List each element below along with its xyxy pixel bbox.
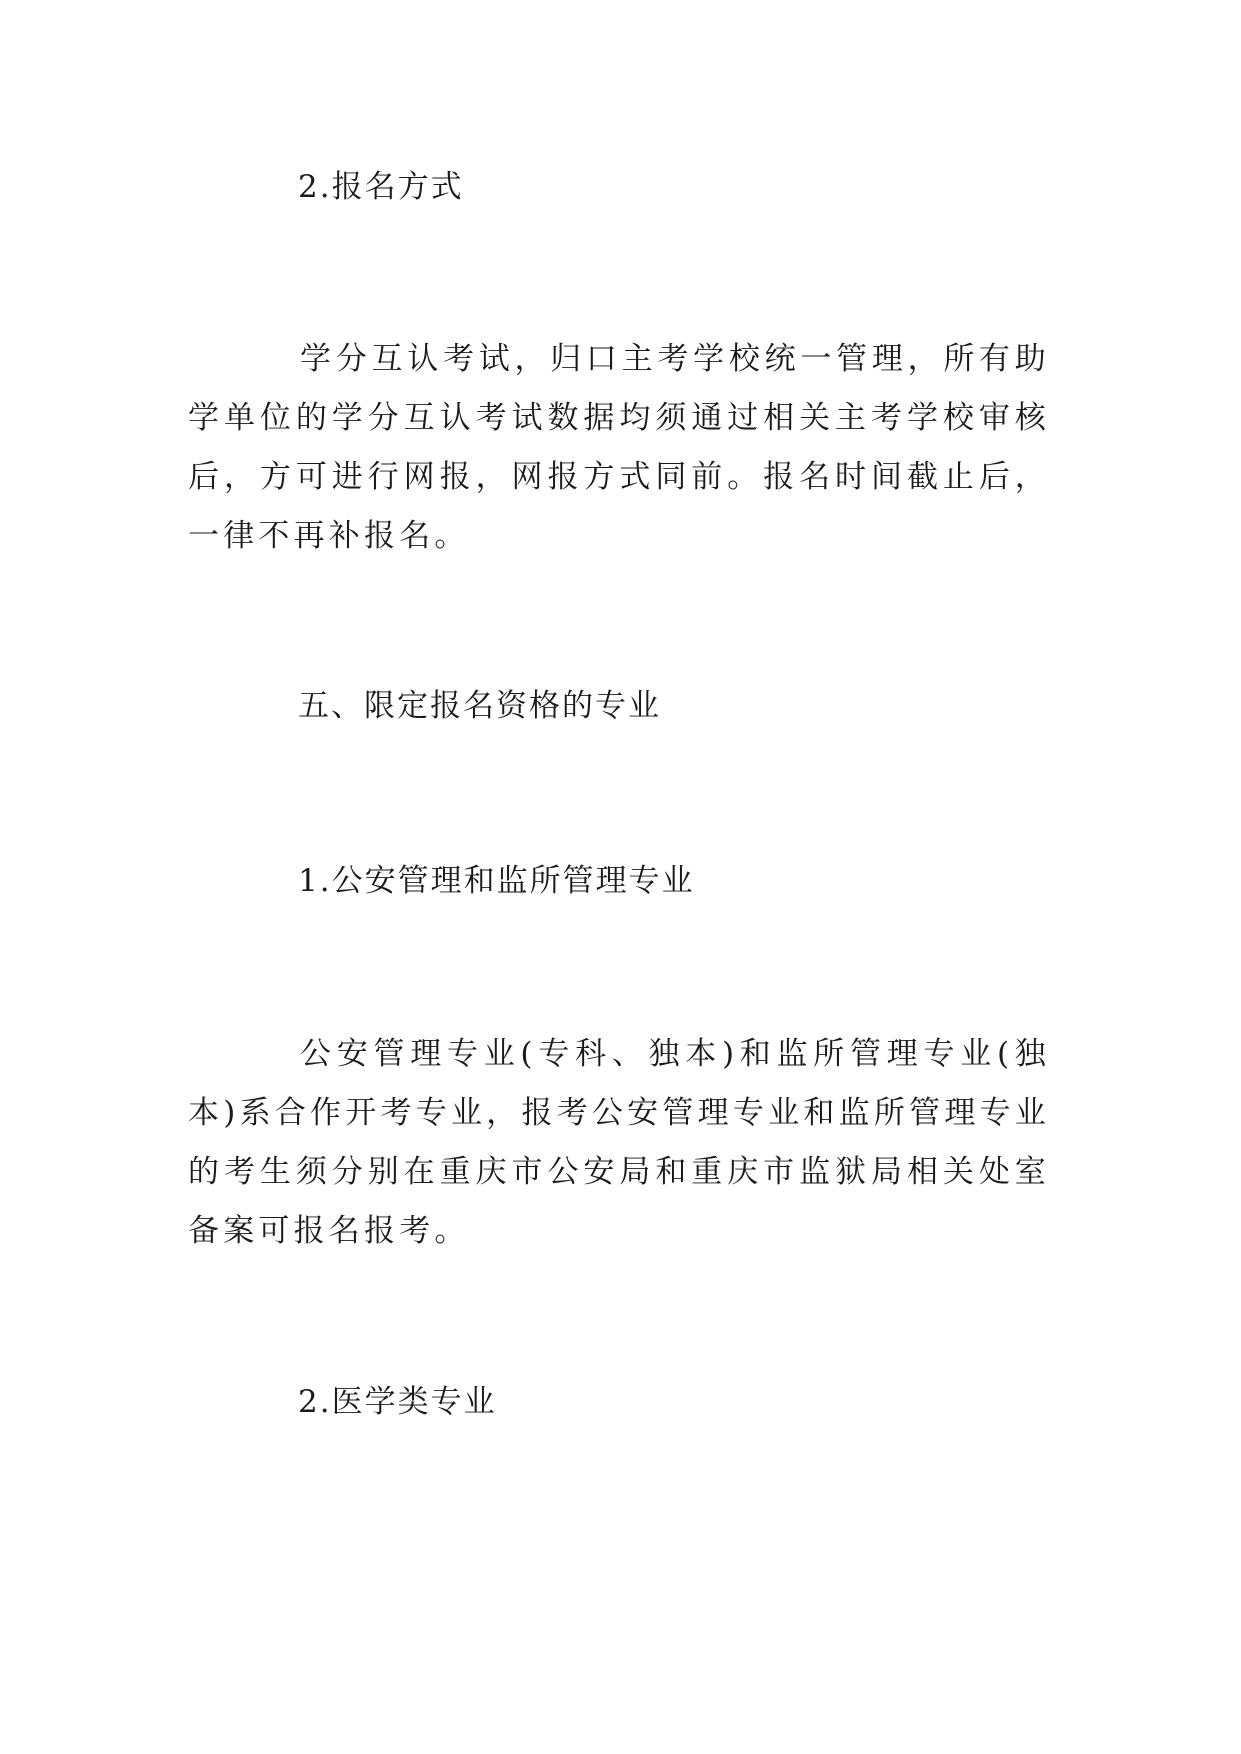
heading-public-security-majors: 1.公安管理和监所管理专业 (298, 863, 695, 899)
heading-registration-method: 2.报名方式 (298, 169, 464, 205)
heading-medical-majors: 2.医学类专业 (298, 1384, 497, 1420)
paragraph-public-security: 公安管理专业(专科、独本)和监所管理专业(独本)系合作开考专业，报考公安管理专业和监所管理专业的考生须分别在重庆市公安局和重庆市监狱局相关处室备案可报名报考。 (188, 1036, 1050, 1249)
paragraph-credit-exam: 学分互认考试，归口主考学校统一管理，所有助学单位的学分互认考试数据均须通过相关主考学校审核后，方可进行网报，网报方式同前。报名时间截止后，一律不再补报名。 (188, 341, 1050, 554)
heading-section-five: 五、限定报名资格的专业 (298, 688, 661, 724)
